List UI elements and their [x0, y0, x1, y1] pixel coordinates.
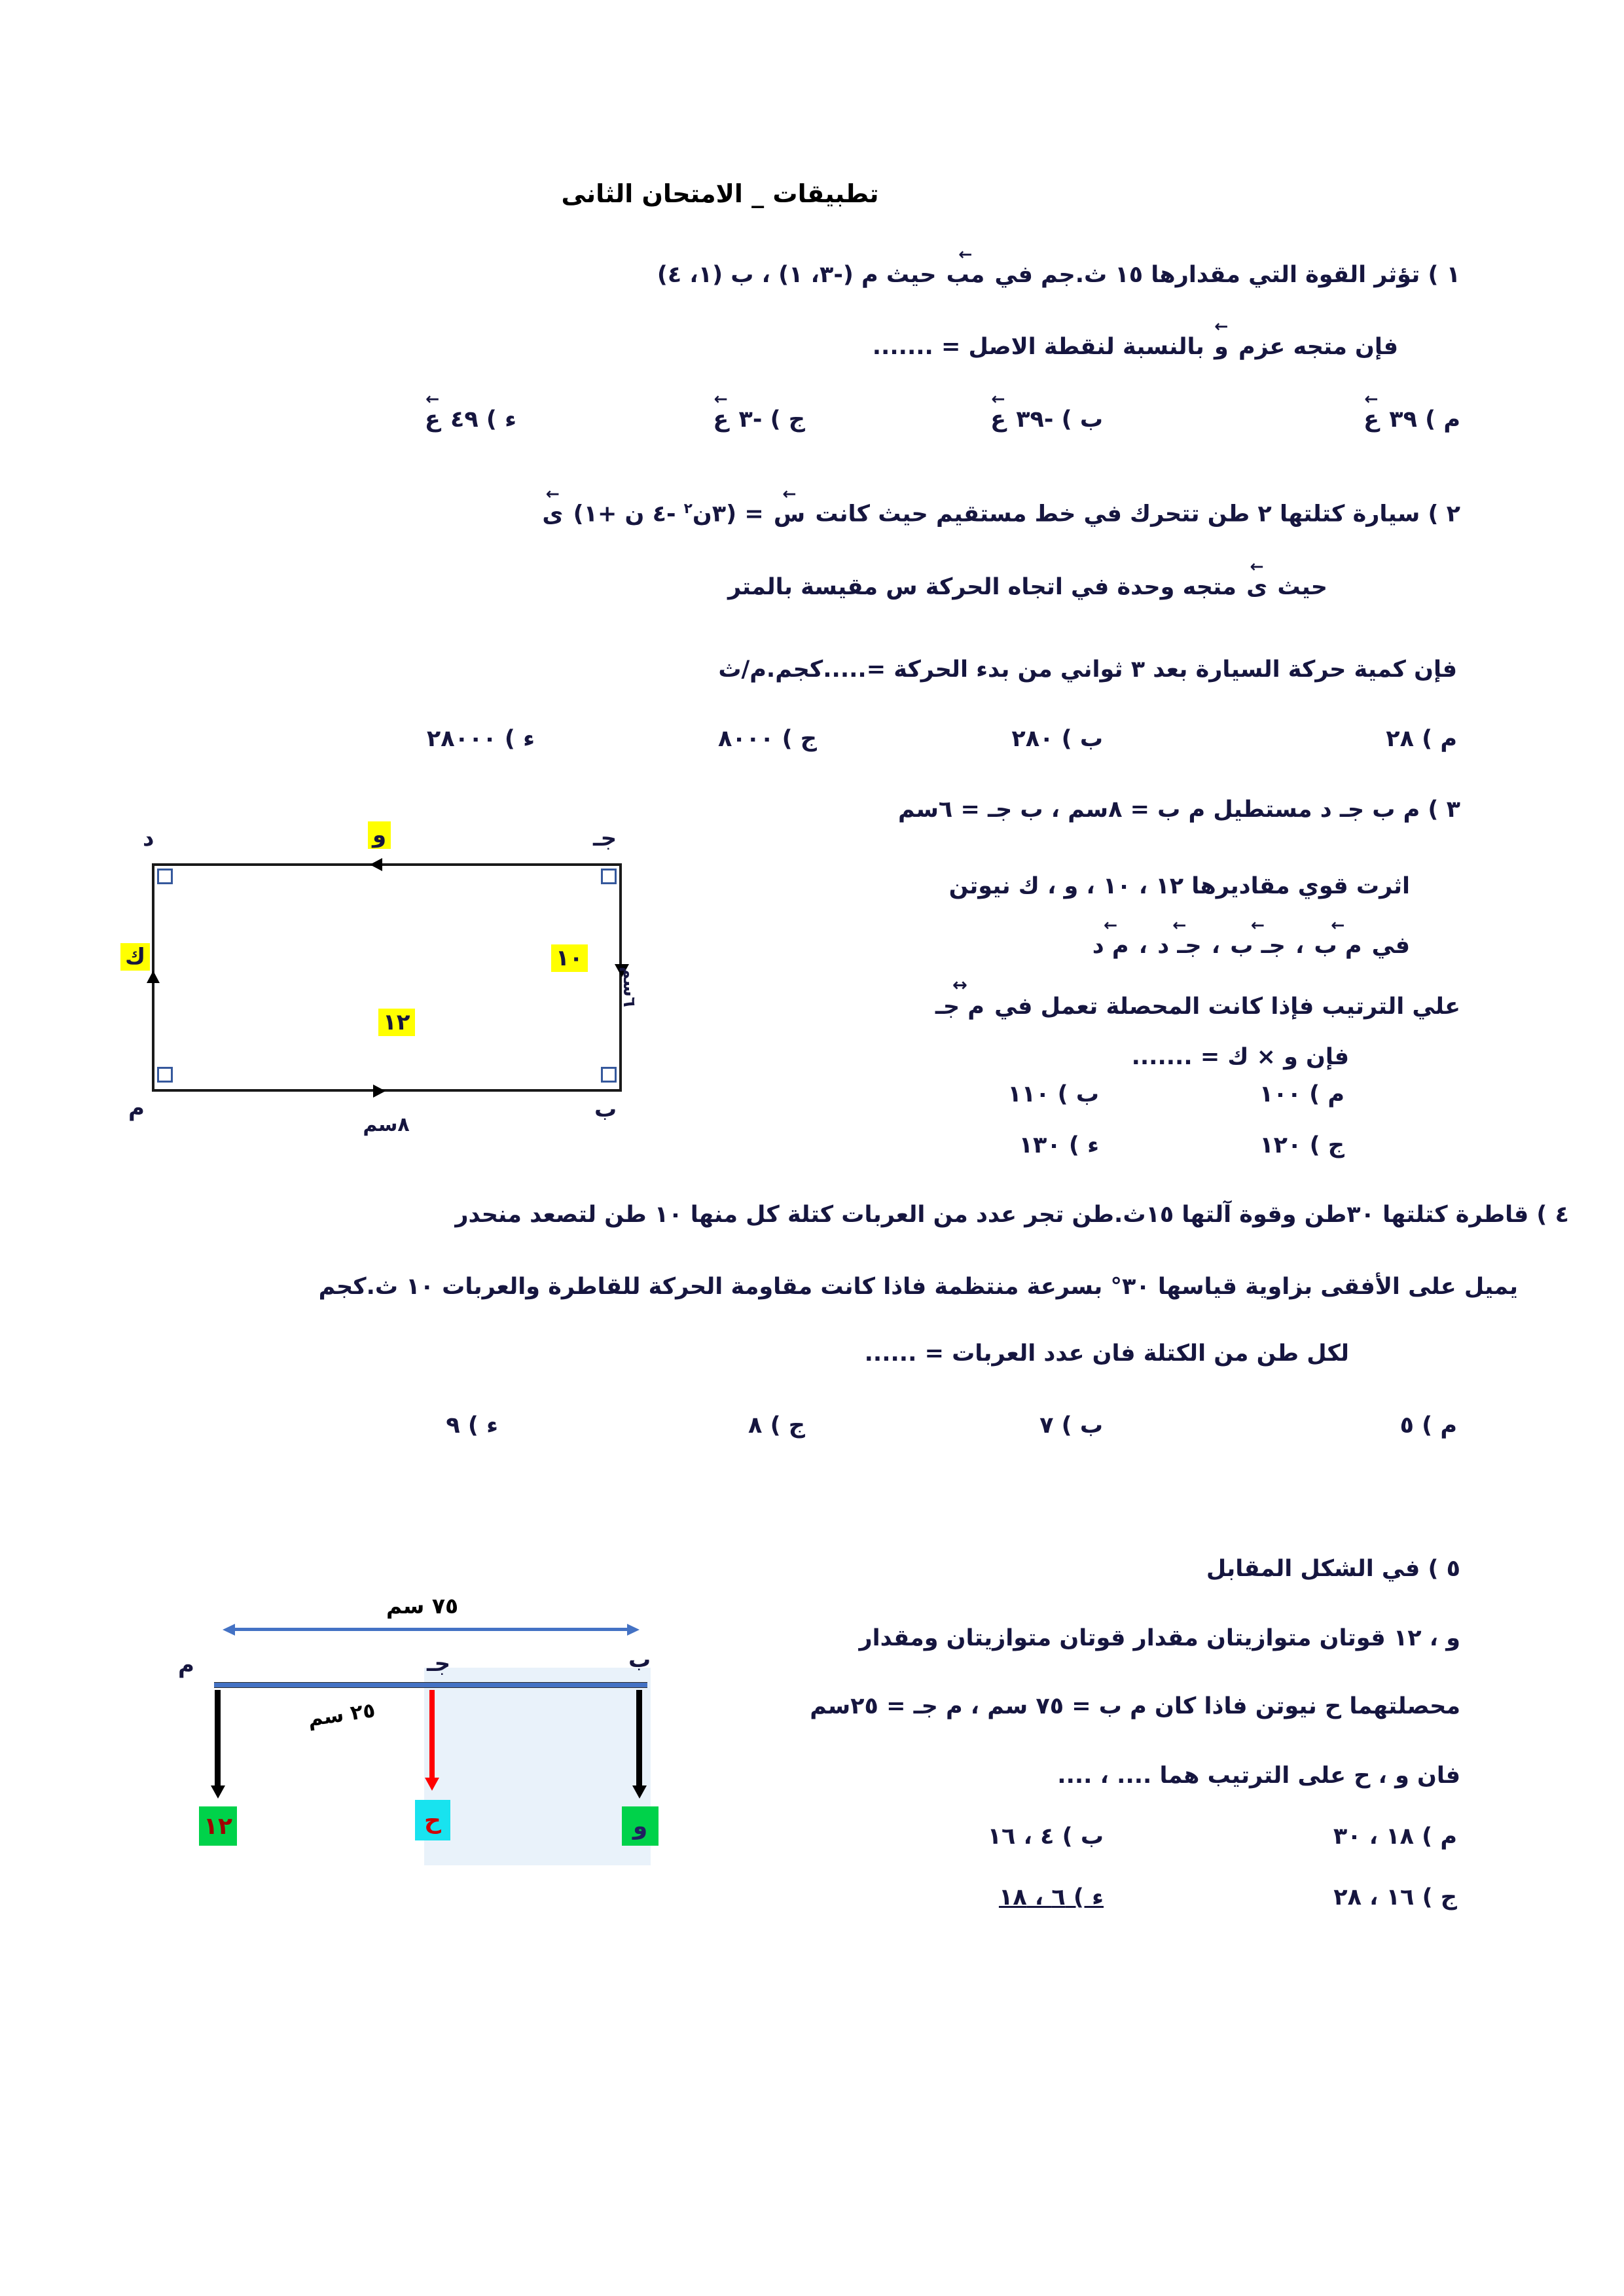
page-title: تطبيقات _ الامتحان الثانى: [561, 179, 879, 208]
q4-option-a: م ) ٥: [1399, 1412, 1457, 1439]
right-angle-marker-top-right: [601, 869, 617, 884]
q1-option-d: ء ) ٤٩ ← ع: [423, 404, 516, 435]
q3-line-5: فإن و × ك = .......: [1131, 1044, 1349, 1070]
parallel-forces-diagram: [177, 1590, 694, 1898]
q4-line-1: ٤ ) قاطرة كتلتها ٣٠طن وقوة آلتها ١٥ث.طن تجر عدد من العربات كتلة كل منها ١٠ طن لتصعد منحدر: [455, 1202, 1569, 1228]
force-arrow-right-shaft: [636, 1690, 642, 1785]
q4-line-2: يميل على الأفقى بزاوية قياسها ٣٠° بسرعة منتظمة فاذا كانت مقاومة الحركة للقاطرة والعربات ١٠ ث.كجم: [318, 1274, 1518, 1300]
q2-line-1: ٢ ) سيارة كتلتها ٢ طن تتحرك في خط مستقيم حيث كانت ← س = (٣ن$^٢$ -٤ ن +١) ← ى: [540, 493, 1460, 530]
offset-length-label: ٢٥ سم: [306, 1698, 377, 1732]
q2-option-a: م ) ٢٨: [1386, 726, 1457, 752]
q5-line-2: و ، ١٢ قوتان متوازيتان مقدار قوتان متوازيتان ومقدار: [859, 1625, 1460, 1651]
q5-option-c: ج ) ١٦ ، ٢٨: [1333, 1884, 1457, 1910]
right-length-label: ٦سم: [619, 967, 639, 1007]
point-label-meem: م: [178, 1652, 194, 1678]
diagram-background-wash: [424, 1668, 651, 1865]
q1-option-a: م ) ٣٩ ← ع: [1362, 404, 1460, 435]
corner-label-ba: ب: [594, 1096, 617, 1122]
q5-line-1: ٥ ) في الشكل المقابل: [1206, 1556, 1460, 1582]
q1-option-b: ب ) -٣٩ ← ع: [988, 404, 1103, 435]
rectangle-force-diagram: [124, 815, 674, 1149]
right-angle-marker-bottom-left: [157, 1067, 173, 1083]
force-label-10: ١٠: [551, 944, 588, 972]
force-label-w: و: [368, 821, 391, 849]
left-edge-arrowhead-up: [147, 971, 160, 983]
bottom-length-label: ٨سم: [363, 1113, 410, 1136]
q5-option-d: ء ) ٦ ، ١٨: [998, 1884, 1104, 1910]
q5-line-3: محصلتهما ح نيوتن فاذا كان م ب = ٧٥ سم ، م جـ = ٢٥سم: [810, 1693, 1460, 1719]
rectangle-outline: [152, 863, 622, 1092]
force-arrow-right-head: [632, 1785, 647, 1799]
resultant-arrow-shaft: [429, 1690, 435, 1778]
top-edge-arrowhead-left: [370, 858, 382, 871]
span-length-label: ٧٥ سم: [386, 1593, 459, 1619]
force-arrow-left-head: [211, 1785, 225, 1799]
point-label-jeem: جـ: [427, 1651, 451, 1677]
q4-option-d: ء ) ٩: [446, 1412, 498, 1439]
q3-line-2: اثرت قوي مقاديرها ١٢ ، ١٠ ، و ، ك نيوتن: [948, 873, 1410, 899]
corner-label-meem: م: [128, 1095, 145, 1121]
q3-option-b: ب ) ١١٠: [1007, 1081, 1099, 1107]
q5-line-4: فان و ، ح على الترتيب هما .... ، ....: [1057, 1763, 1460, 1789]
force-label-12: ١٢: [378, 1009, 415, 1036]
q3-option-c: ج ) ١٢٠: [1259, 1132, 1344, 1158]
q1-line-1: ١ ) تؤثر القوة التي مقدارها ١٥ ث.جم في ← مب حيث م (-٣، ١) ، ب (١، ٤): [657, 259, 1460, 291]
q2-option-c: ج ) ٨٠٠٠: [717, 726, 817, 752]
force-arrow-left-shaft: [215, 1690, 221, 1785]
force-value-right: و: [622, 1806, 659, 1846]
q2-line-3: فإن كمية حركة السيارة بعد ٣ ثواني من بدء الحركة =.....كجم.م/ث: [718, 656, 1457, 683]
q4-line-3: لكل طن من الكتلة فان عدد العربات = ......: [864, 1340, 1349, 1367]
q3-line-4: علي الترتيب فإذا كانت المحصلة تعمل في ↔ م جـ: [933, 991, 1460, 1022]
force-value-left: ١٢: [199, 1806, 237, 1846]
q3-line-3: في ← م ب ، ← جـ ب ، ← جـ د ، ← م د: [1091, 930, 1410, 961]
q2-option-b: ب ) ٢٨٠: [1011, 726, 1103, 752]
q4-option-b: ب ) ٧: [1039, 1412, 1103, 1439]
bottom-edge-arrowhead-right: [373, 1085, 386, 1098]
right-angle-marker-top-left: [157, 869, 173, 884]
q5-option-b: ب ) ٤ ، ١٦: [987, 1823, 1104, 1850]
force-label-k: ك: [120, 943, 150, 971]
q3-option-a: م ) ١٠٠: [1259, 1081, 1344, 1107]
point-label-ba: ب: [628, 1647, 651, 1673]
span-arrowhead-right: [627, 1624, 640, 1636]
corner-label-jeem: جـ: [593, 825, 617, 852]
q1-line-2: فإن متجه عزم ← و بالنسبة لنقطة الاصل = .......: [873, 331, 1398, 363]
q2-line-2: حيث ← ى متجه وحدة في اتجاه الحركة س مقيسة بالمتر: [728, 571, 1327, 603]
right-angle-marker-bottom-right: [601, 1067, 617, 1083]
span-dimension-line: [234, 1628, 627, 1631]
resultant-value: ح: [415, 1800, 450, 1840]
q3-option-d: ء ) ١٣٠: [1019, 1132, 1099, 1158]
q3-line-1: ٣ ) م ب جـ د مستطيل م ب = ٨سم ، ب جـ = ٦سم: [898, 797, 1460, 823]
q2-option-d: ء ) ٢٨٠٠٠: [426, 726, 535, 752]
corner-label-d: د: [143, 825, 154, 852]
q1-option-c: ج ) -٣ ← ع: [711, 404, 805, 435]
resultant-arrow-head: [425, 1778, 439, 1791]
q5-option-a: م ) ١٨ ، ٣٠: [1333, 1823, 1457, 1850]
span-arrowhead-left: [223, 1624, 235, 1636]
beam: [214, 1682, 647, 1688]
q4-option-c: ج ) ٨: [748, 1412, 805, 1439]
